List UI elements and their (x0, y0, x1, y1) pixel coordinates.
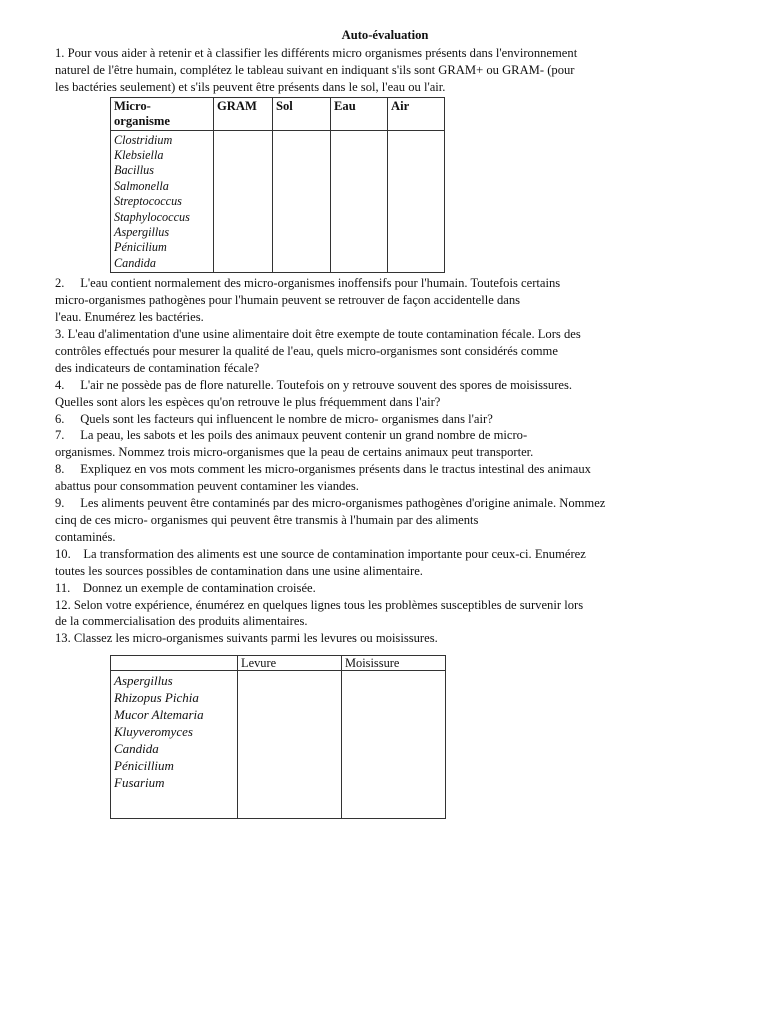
organism-name: Pénicilium (114, 240, 167, 255)
question-line: toutes les sources possibles de contamination dans une usine alimentaire. (55, 563, 423, 578)
header-air: Air (388, 97, 445, 130)
table-row (111, 671, 446, 819)
organism-name: Bacillus (114, 163, 154, 178)
question-9 (55, 495, 715, 546)
question-line: cinq de ces micro- organismes qui peuvent être transmis à l'humain par des aliments (55, 512, 479, 527)
levure-cell[interactable] (238, 671, 342, 819)
question-line: 7. La peau, les sabots et les poils des animaux peuvent contenir un grand nombre de micro- (55, 428, 528, 443)
organism-name: Streptococcus (114, 194, 182, 209)
question-line: 13. Classez les micro-organismes suivants parmi les levures ou moisissures. (55, 631, 438, 646)
header-micro-organisme (111, 97, 214, 130)
table-header-row (111, 656, 446, 671)
organism-name: Kluyveromyces (114, 724, 193, 739)
question-line: micro-organismes pathogènes pour l'humain peuvent se retrouver de façon accidentelle dans (55, 293, 521, 308)
classification-table (110, 97, 445, 274)
question-1-line: naturel de l'être humain, complétez le tableau suivant en indiquant s'ils sont GRAM+ ou GRAM- (pour (55, 62, 575, 77)
question-1-line: 1. Pour vous aider à retenir et à classifier les différents micro organismes présents dans l'environnement (55, 45, 578, 60)
organism-name: Aspergillus (114, 225, 170, 240)
question-8 (55, 461, 715, 495)
header-line: organisme (114, 113, 170, 128)
question-line: des indicateurs de contamination fécale? (55, 360, 260, 375)
organism-name: Pénicillium (114, 758, 174, 773)
question-13 (55, 630, 715, 647)
question-line: 12. Selon votre expérience, énumérez en quelques lignes tous les problèmes susceptibles de survenir lors (55, 597, 584, 612)
question-7 (55, 427, 715, 461)
question-line: l'eau. Enumérez les bactéries. (55, 310, 204, 325)
question-3 (55, 326, 715, 377)
question-4 (55, 377, 715, 411)
question-line: Quelles sont alors les espèces qu'on retrouve le plus fréquemment dans l'air? (55, 394, 441, 409)
question-1-line: les bactéries seulement) et s'ils peuvent être présents dans le sol, l'eau ou l'air. (55, 79, 446, 94)
question-line: 11. Donnez un exemple de contamination croisée. (55, 580, 316, 595)
eau-cell[interactable] (331, 130, 388, 273)
header-moisissure: Moisissure (342, 656, 446, 671)
question-10 (55, 546, 715, 580)
question-6 (55, 411, 715, 428)
sol-cell[interactable] (273, 130, 331, 273)
organism-name: Klebsiella (114, 148, 164, 163)
header-empty (111, 656, 238, 671)
header-eau: Eau (331, 97, 388, 130)
question-line: 2. L'eau contient normalement des micro-organismes inoffensifs pour l'humain. Toutefois certains (55, 276, 561, 291)
table-header-row (111, 97, 445, 130)
organism-list (111, 130, 214, 273)
question-2 (55, 275, 715, 326)
header-levure: Levure (238, 656, 342, 671)
organism-list (111, 671, 238, 819)
header-gram: GRAM (214, 97, 273, 130)
header-line: Micro- (114, 98, 151, 113)
organism-name: Candida (114, 255, 156, 270)
question-line: contaminés. (55, 529, 116, 544)
question-line: abattus pour consommation peuvent contaminer les viandes. (55, 479, 359, 494)
organism-name: Aspergillus (114, 673, 173, 688)
question-line: organismes. Nommez trois micro-organismes que la peau de certains animaux peut transporter. (55, 445, 534, 460)
organism-name: Rhizopus Pichia (114, 690, 199, 705)
question-12 (55, 597, 715, 631)
document-title: Auto-évaluation (341, 28, 429, 42)
question-line: 8. Expliquez en vos mots comment les micro-organismes présents dans le tractus intestinal des animaux (55, 462, 591, 477)
question-line: contrôles effectués pour mesurer la qualité de l'eau, quels micro-organismes sont considérés comme (55, 343, 558, 358)
gram-cell[interactable] (214, 130, 273, 273)
moisissure-cell[interactable] (342, 671, 446, 819)
document-page (55, 27, 715, 647)
organism-name: Clostridium (114, 132, 173, 147)
question-line: 6. Quels sont les facteurs qui influencent le nombre de micro- organismes dans l'air? (55, 411, 493, 426)
organism-name: Fusarium (114, 775, 165, 790)
question-line: de la commercialisation des produits alimentaires. (55, 614, 308, 629)
header-sol: Sol (273, 97, 331, 130)
question-line: 4. L'air ne possède pas de flore naturelle. Toutefois on y retrouve souvent des spores de moisissures. (55, 377, 573, 392)
yeast-mold-table (110, 655, 446, 819)
question-line: 9. Les aliments peuvent être contaminés par des micro-organismes pathogènes d'origine animale. Nommez (55, 496, 606, 511)
organism-name: Salmonella (114, 178, 169, 193)
organism-name: Staphylococcus (114, 209, 190, 224)
question-line: 3. L'eau d'alimentation d'une usine alimentaire doit être exempte de toute contamination fécale. Lors des (55, 327, 581, 341)
organism-name: Candida (114, 741, 159, 756)
question-11 (55, 580, 715, 597)
organism-name: Mucor Altemaria (114, 707, 204, 722)
air-cell[interactable] (388, 130, 445, 273)
question-line: 10. La transformation des aliments est une source de contamination importante pour ceux-ci. Enumérez (55, 546, 586, 561)
question-1 (55, 45, 715, 96)
table-row (111, 130, 445, 273)
